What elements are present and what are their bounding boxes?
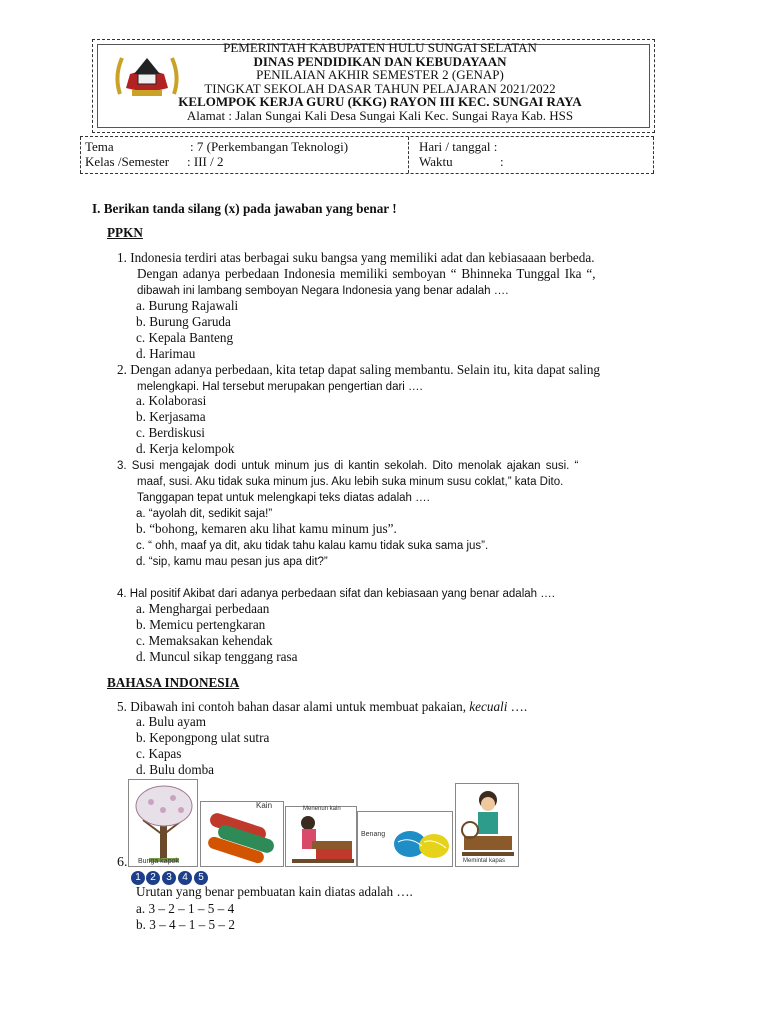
kain-rolls-image: [200, 801, 284, 867]
question-1-line-2: Dengan adanya perbedaan Indonesia memiliki semboyan “ Bhinneka Tunggal Ika “,: [137, 266, 596, 281]
letterhead-line-4: TINGKAT SEKOLAH DASAR TAHUN PELAJARAN 2021/2022: [204, 81, 556, 96]
letterhead-line-1: PEMERINTAH KABUPATEN HULU SUNGAI SELATAN: [223, 40, 537, 55]
kapok-tree-image: [128, 779, 198, 867]
benang-yarn-image: [357, 811, 453, 867]
q5-option-d[interactable]: d. Bulu domba: [136, 762, 215, 777]
question-4-line-1: 4. Hal positif Akibat dari adanya perbedaan sifat dan kebiasaan yang benar adalah ….: [117, 588, 555, 600]
weaving-image: [285, 806, 357, 867]
q1-option-b[interactable]: b. Burung Garuda: [136, 314, 231, 329]
order-badge-1: 1: [131, 871, 145, 885]
question-2-line-2: melengkapi. Hal tersebut merupakan pengertian dari ….: [137, 381, 423, 393]
question-1-line-3: dibawah ini lambang semboyan Negara Indonesia yang benar adalah ….: [137, 285, 509, 297]
caption-bunga-kapok: Bunga kapok: [138, 858, 179, 865]
q6-option-b[interactable]: b. 3 – 4 – 1 – 5 – 2: [136, 917, 235, 932]
q3-option-d[interactable]: d. “sip, kamu mau pesan jus apa dit?”: [136, 556, 328, 568]
q1-option-a[interactable]: a. Burung Rajawali: [136, 298, 239, 313]
q3-option-a[interactable]: a. “ayolah dit, sedikit saja!”: [136, 508, 273, 520]
spinning-cotton-image: [455, 783, 519, 867]
question-6-stem: Urutan yang benar pembuatan kain diatas adalah ….: [136, 884, 413, 899]
waktu-value: :: [500, 154, 504, 169]
q3-option-c[interactable]: c. “ ohh, maaf ya dit, aku tidak tahu kalau kamu tidak suka sama jus”.: [136, 540, 489, 552]
question-1-line-1: 1. Indonesia terdiri atas berbagai suku bangsa yang memiliki adat dan kebiasaaan berbeda.: [117, 250, 595, 265]
hari-tanggal-label: Hari / tanggal :: [419, 139, 498, 154]
question-6-number: 6.: [117, 855, 128, 870]
section-ppkn: PPKN: [107, 225, 143, 240]
letterhead-line-2: DINAS PENDIDIKAN DAN KEBUDAYAAN: [253, 54, 507, 69]
kelas-value: : III / 2: [187, 154, 224, 169]
table-divider: [408, 137, 409, 173]
waktu-label: Waktu: [419, 154, 453, 169]
q2-option-b[interactable]: b. Kerjasama: [136, 409, 206, 424]
caption-benang: Benang: [361, 831, 386, 838]
q2-option-a[interactable]: a. Kolaborasi: [136, 393, 207, 408]
question-3-line-3: Tanggapan tepat untuk melengkapi teks diatas adalah ….: [137, 492, 430, 504]
order-badge-5: 5: [194, 871, 208, 885]
q5-option-c[interactable]: c. Kapas: [136, 746, 182, 761]
q4-option-d[interactable]: d. Muncul sikap tenggang rasa: [136, 649, 298, 664]
q3-option-b[interactable]: b. “bohong, kemaren aku lihat kamu minum jus”.: [136, 521, 397, 536]
q4-option-a[interactable]: a. Menghargai perbedaan: [136, 601, 270, 616]
tema-label: Tema: [85, 139, 114, 154]
question-5-line-1: [117, 699, 527, 715]
tema-value: : 7 (Perkembangan Teknologi): [190, 139, 349, 154]
caption-kain: Kain: [256, 801, 273, 810]
caption-menenun-kain: Menenun kain: [303, 806, 341, 812]
letterhead-line-5: KELOMPOK KERJA GURU (KKG) RAYON III KEC. SUNGAI RAYA: [178, 94, 582, 109]
question-5-ellipsis: ….: [507, 699, 528, 714]
order-badge-4: 4: [178, 871, 192, 885]
q2-option-c[interactable]: c. Berdiskusi: [136, 425, 205, 440]
order-badge-2: 2: [146, 871, 160, 885]
q4-option-b[interactable]: b. Memicu pertengkaran: [136, 617, 266, 632]
instruction-heading: I. Berikan tanda silang (x) pada jawaban yang benar !: [92, 201, 397, 216]
question-5-text: 5. Dibawah ini contoh bahan dasar alami untuk membuat pakaian,: [117, 699, 470, 714]
q6-option-a[interactable]: a. 3 – 2 – 1 – 5 – 4: [136, 901, 235, 916]
q1-option-c[interactable]: c. Kepala Banteng: [136, 330, 234, 345]
kelas-label: Kelas /Semester: [85, 154, 170, 169]
order-badge-3: 3: [162, 871, 176, 885]
question-3-line-2: maaf, susi. Aku tidak suka minum jus. Aku lebih suka minum susu coklat,” kata Dito.: [137, 476, 564, 488]
q1-option-d[interactable]: d. Harimau: [136, 346, 196, 361]
question-5-emphasis: kecuali: [469, 699, 508, 714]
table-divider: [653, 137, 654, 173]
q2-option-d[interactable]: d. Kerja kelompok: [136, 441, 235, 456]
q5-option-b[interactable]: b. Kepongpong ulat sutra: [136, 730, 270, 745]
q4-option-c[interactable]: c. Memaksakan kehendak: [136, 633, 273, 648]
question-3-line-1: 3. Susi mengajak dodi untuk minum jus di kantin sekolah. Dito menolak ajakan susi. “: [117, 460, 579, 472]
letterhead-address: Alamat : Jalan Sungai Kali Desa Sungai Kali Kec. Sungai Raya Kab. HSS: [186, 108, 574, 123]
caption-memintal-kapas: Memintal kapas: [463, 858, 506, 864]
letterhead-line-3: PENILAIAN AKHIR SEMESTER 2 (GENAP): [256, 67, 504, 82]
q5-option-a[interactable]: a. Bulu ayam: [136, 714, 206, 729]
exam-info-table: [80, 136, 654, 174]
question-2-line-1: 2. Dengan adanya perbedaan, kita tetap dapat saling membantu. Selain itu, kita dapat saling: [117, 362, 601, 377]
section-bahasa-indonesia: BAHASA INDONESIA: [107, 675, 240, 690]
table-divider: [80, 137, 81, 173]
